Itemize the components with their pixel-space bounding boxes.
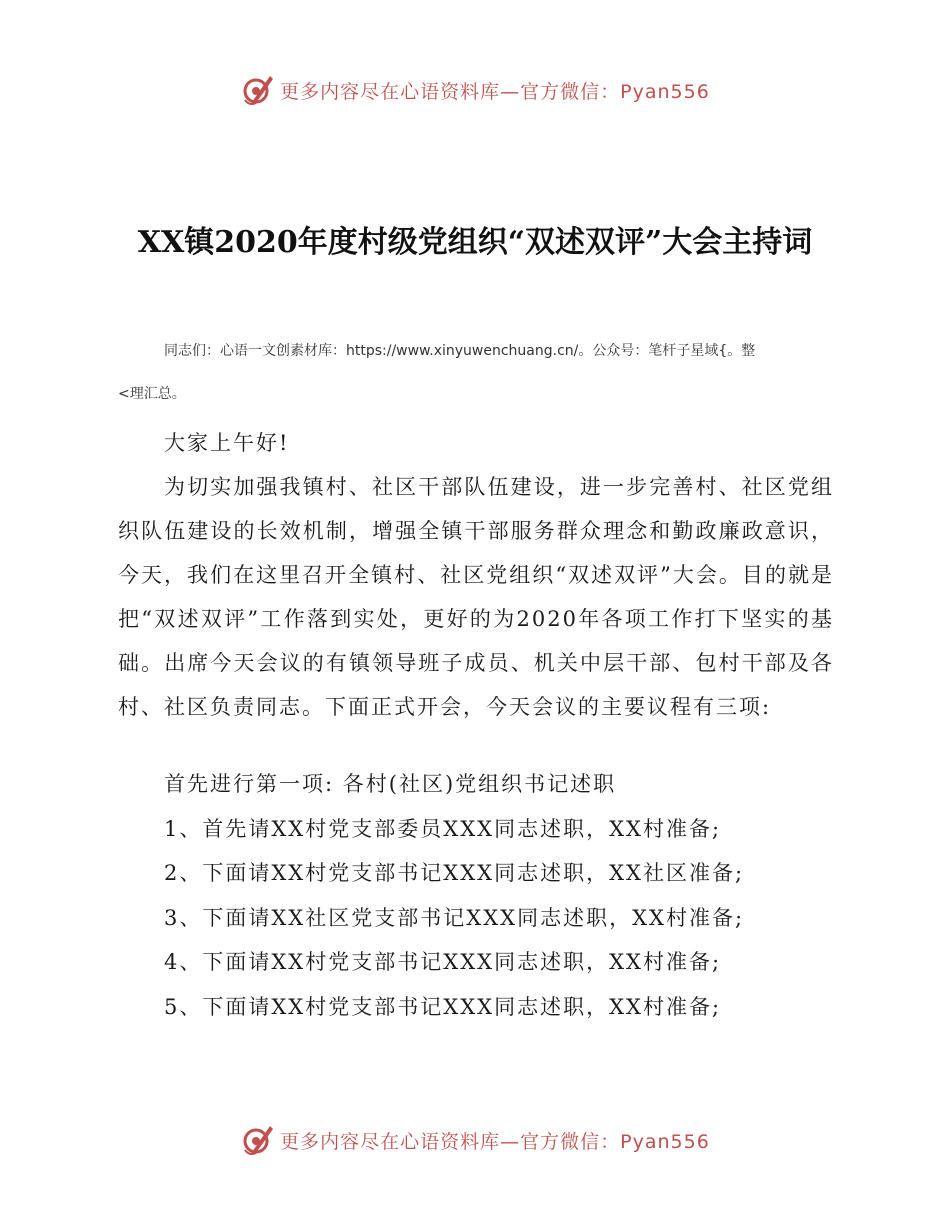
agenda-list <box>164 762 844 1029</box>
footer-banner <box>0 1120 950 1160</box>
agenda-item: 1、首先请XX村党支部委员XXX同志述职，XX村准备; <box>164 816 722 841</box>
agenda-heading: 首先进行第一项: 各村(社区)党组织书记述职 <box>164 772 617 796</box>
greeting: 大家上午好! <box>164 431 290 455</box>
brush-logo-icon <box>240 1122 276 1158</box>
banner-text <box>280 77 710 104</box>
intro-paragraph: 为切实加强我镇村、社区干部队伍建设，进一步完善村、社区党组织队伍建设的长效机制，增强全镇干部服务群众理念和勤政廉政意识，今天，我们在这里召开全镇村、社区党组织“双述双评”大会。目的就是把“双述双评”工作落到实处，更好的为2020年各项工作打下坚实的基础。出席今天会议的有镇领导班子成员、机关中层干部、包村干部及各村、社区负责同志。下面正式开会，今天会议的主要议程有三项: <box>118 475 834 719</box>
banner-wechat: Pyan556 <box>620 1130 710 1153</box>
agenda-item: 5、下面请XX村党支部书记XXX同志述职，XX村准备; <box>164 994 722 1019</box>
note-line-2: <理汇总。 <box>118 386 186 402</box>
banner-text <box>280 1127 710 1154</box>
agenda-item: 2、下面请XX村党支部书记XXX同志述职，XX社区准备; <box>164 861 745 885</box>
note-line-1: 同志们：心语一文创素材库：https://www.xinyuwenchuang.cn/。公众号：笔杆子星域{。整 <box>164 343 756 359</box>
banner-wechat: Pyan556 <box>620 80 710 103</box>
agenda-item: 3、下面请XX社区党支部书记XXX同志述职，XX村准备; <box>164 905 745 930</box>
brush-logo-icon <box>240 72 276 108</box>
agenda-item: 4、下面请XX村党支部书记XXX同志述职，XX村准备; <box>164 950 722 974</box>
banner-label: 更多内容尽在心语资料库—官方微信： <box>280 1130 621 1153</box>
header-banner <box>0 70 950 110</box>
document-title: XX镇2020年度村级党组织“双述双评”大会主持词 <box>137 225 813 260</box>
banner-label: 更多内容尽在心语资料库—官方微信： <box>280 80 621 103</box>
